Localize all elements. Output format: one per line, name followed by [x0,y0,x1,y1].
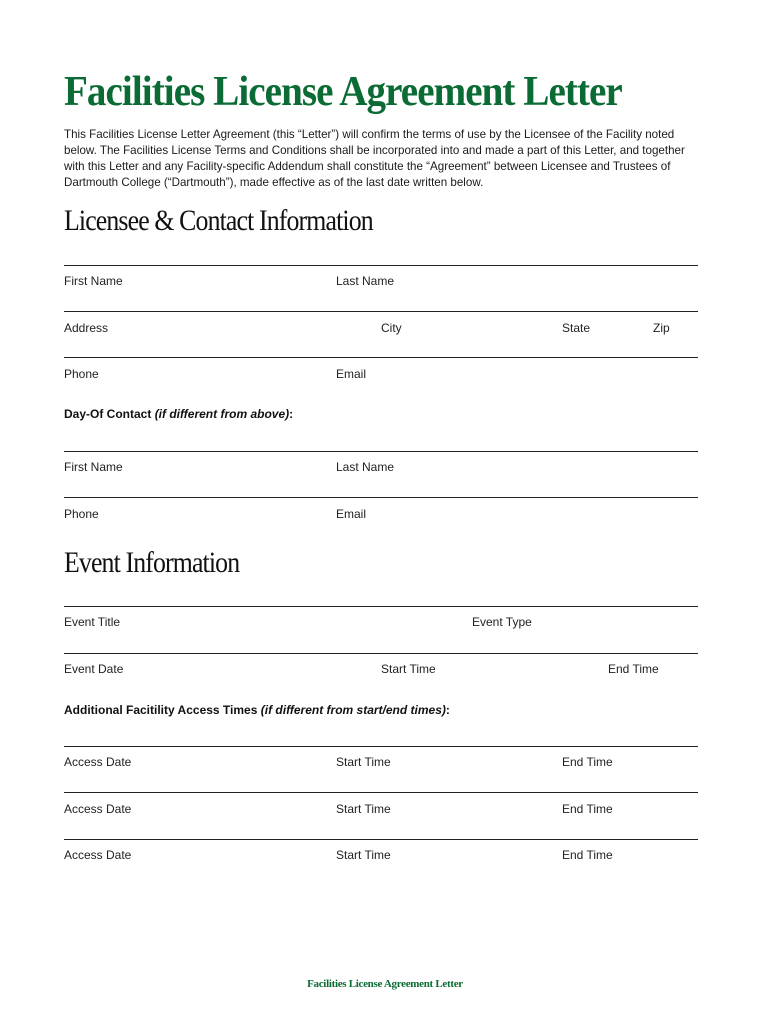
access-start-time-label: Start Time [336,802,391,816]
divider [64,653,698,654]
access-date-label: Access Date [64,755,132,769]
access-date-field[interactable] [64,864,324,888]
divider [64,746,698,747]
page-footer: Facilities License Agreement Letter [307,978,463,990]
access-start-time-field[interactable] [336,864,546,888]
event-type-label: Event Type [472,615,532,629]
event-date-field[interactable] [64,678,364,702]
intro-paragraph: This Facilities License Letter Agreement (this “Letter”) will confirm the terms of use by the Licensee of the Facility noted below. The Facilities License Terms and Conditions shall be incorporated into and made a part of this Letter, and together with this Letter and any Facility-specific Addendum shall constitute the “Agreement” between Licensee and Trustees of Dartmouth College (“Dartmouth”), made effective as of the last date written below. [64,128,685,189]
contact-last-name-label: Last Name [336,460,395,474]
divider [64,311,698,312]
access-end-time-field[interactable] [562,864,696,888]
access-start-time-label: Start Time [336,755,391,769]
licensee-section-heading: Licensee & Contact Information [64,204,373,237]
access-end-time-label: End Time [562,802,613,816]
event-date-label: Event Date [64,662,124,676]
event-section-heading: Event Information [64,546,240,579]
email-field[interactable] [336,382,696,406]
event-title-label: Event Title [64,615,121,629]
access-date-label: Access Date [64,802,132,816]
contact-email-field[interactable] [336,522,696,546]
last-name-label: Last Name [336,274,395,288]
contact-email-label: Email [336,507,367,521]
divider [64,606,698,607]
contact-phone-label: Phone [64,507,99,521]
divider [64,357,698,358]
divider [64,451,698,452]
contact-phone-field[interactable] [64,522,324,546]
event-type-field[interactable] [472,631,696,655]
end-time-label: End Time [608,662,659,676]
state-label: State [562,321,591,335]
access-date-field[interactable] [64,817,324,841]
access-end-time-label: End Time [562,755,613,769]
start-time-field[interactable] [381,678,591,702]
divider [64,265,698,266]
access-start-time-label: Start Time [336,848,391,862]
divider [64,839,698,840]
access-end-time-field[interactable] [562,817,696,841]
zip-label: Zip [653,321,670,335]
access-date-label: Access Date [64,848,132,862]
first-name-label: First Name [64,274,123,288]
email-label: Email [336,367,367,381]
phone-field[interactable] [64,382,324,406]
phone-label: Phone [64,367,99,381]
end-time-field[interactable] [608,678,696,702]
access-end-time-label: End Time [562,848,613,862]
access-times-label: Additional Facitility Access Times (if different from start/end times): [64,703,450,717]
divider [64,792,698,793]
divider [64,497,698,498]
start-time-label: Start Time [381,662,436,676]
city-label: City [381,321,402,335]
day-of-contact-label: Day-Of Contact (if different from above): [64,407,294,421]
access-start-time-field[interactable] [336,817,546,841]
contact-first-name-label: First Name [64,460,123,474]
event-title-field[interactable] [64,631,454,655]
address-label: Address [64,321,109,335]
page-title: Facilities License Agreement Letter [64,69,622,115]
